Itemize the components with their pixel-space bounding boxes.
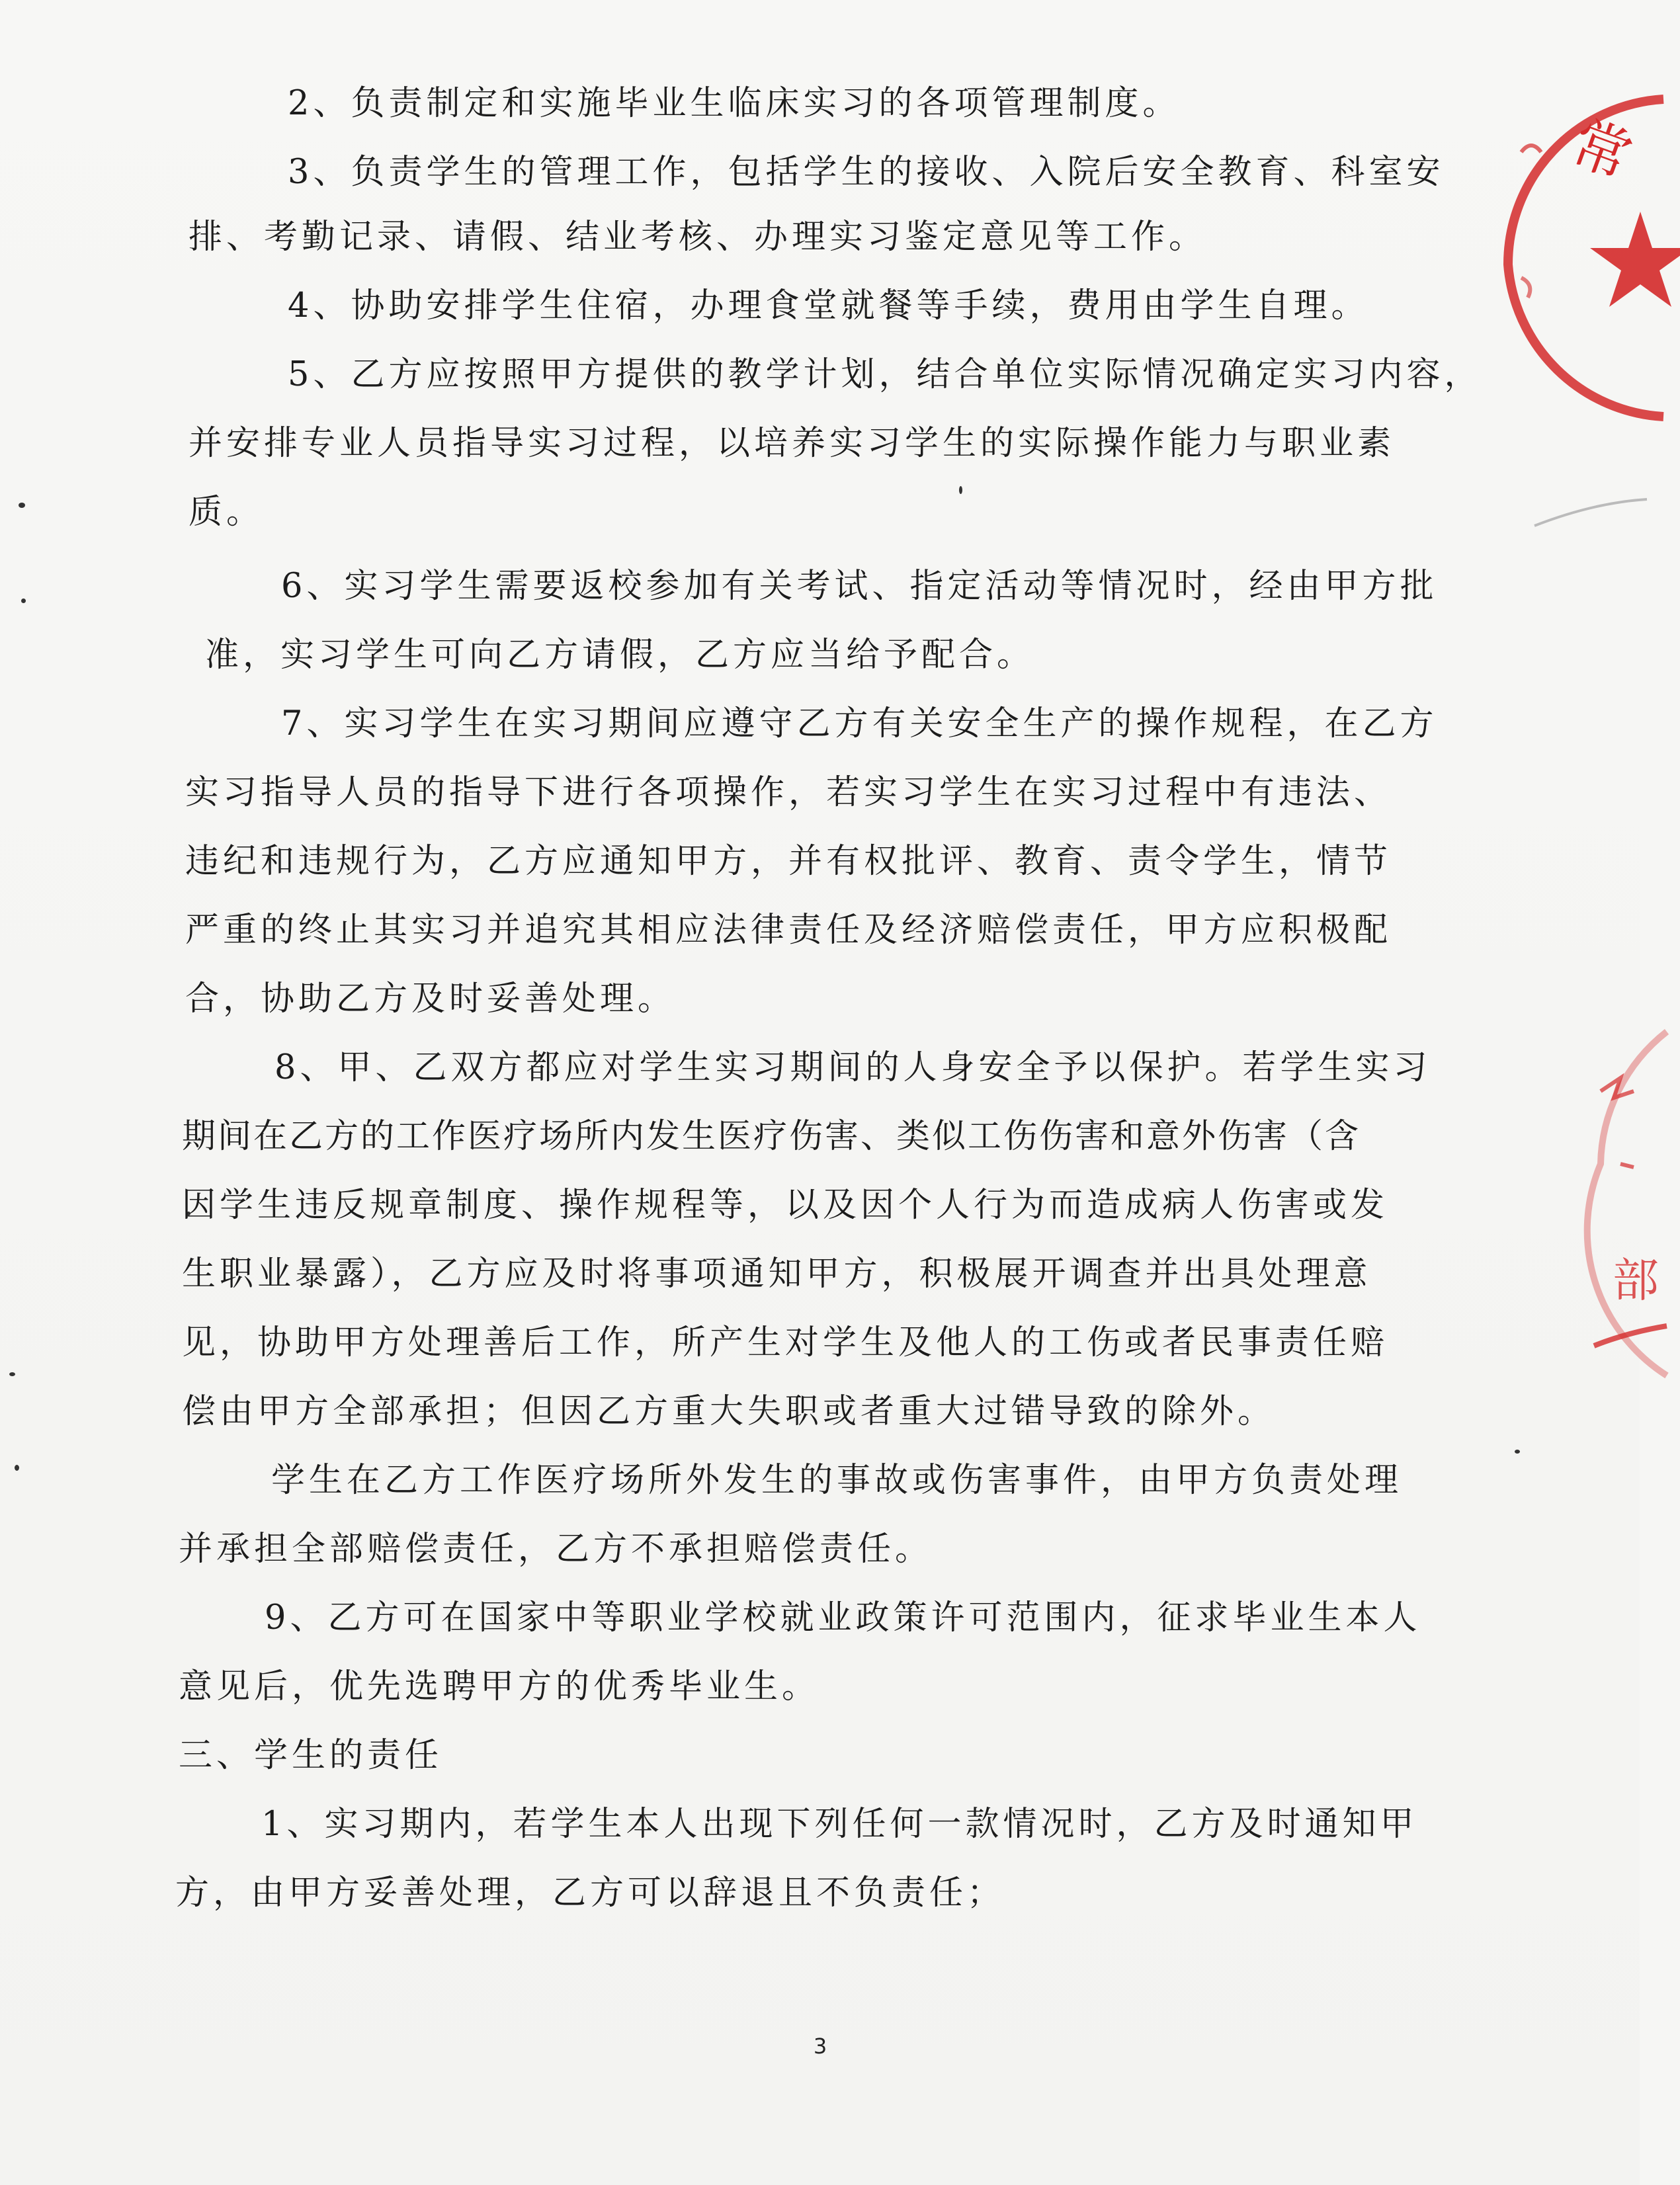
line: 2、负责制定和实施毕业生临床实习的各项管理制度。 (288, 84, 1181, 123)
clause-8-supplement (179, 1446, 1458, 1584)
line: 质。 (189, 493, 265, 532)
line: 偿由甲方全部承担；但因乙方重大失职或者重大过错导致的除外。 (182, 1392, 1276, 1431)
line: 期间在乙方的工作医疗场所内发生医疗伤害、类似工伤伤害和意外伤害（含 (182, 1117, 1361, 1156)
line: 因学生违反规章制度、操作规程等，以及因个人行为而造成病人伤害或发 (182, 1186, 1389, 1225)
line: 9、乙方可在国家中等职业学校就业政策许可范围内，征求毕业生本人 (265, 1598, 1421, 1637)
line: 学生在乙方工作医疗场所外发生的事故或伤害事件，由甲方负责处理 (271, 1461, 1403, 1500)
section-heading-student-responsibility: 三、学生的责任 (179, 1736, 443, 1775)
speck (9, 1372, 15, 1376)
clause-5 (189, 341, 1482, 547)
line: 严重的终止其实习并追究其相应法律责任及经济赔偿责任，甲方应积极配 (185, 911, 1392, 950)
line: 排、考勤记录、请假、结业考核、办理实习鉴定意见等工作。 (189, 218, 1207, 257)
line: 见，协助甲方处理善后工作，所产生对学生及他人的工伤或者民事责任赔 (182, 1323, 1389, 1362)
student-clause-1 (175, 1790, 1458, 1928)
line: 准，实习学生可向乙方请假，乙方应当给予配合。 (205, 636, 1035, 675)
seal-star-icon (1590, 212, 1680, 307)
clause-7 (185, 690, 1458, 1034)
line: 并安排专业人员指导实习过程，以培养实习学生的实际操作能力与职业素 (189, 424, 1396, 463)
speck (21, 598, 26, 603)
edge-mark (1534, 496, 1647, 536)
line: 6、实习学生需要返校参加有关考试、指定活动等情况时，经由甲方批 (281, 567, 1438, 606)
line: 3、负责学生的管理工作，包括学生的接收、入院后安全教育、科室安 (288, 153, 1445, 192)
speck (1515, 1450, 1520, 1454)
red-seal-top (1482, 79, 1680, 423)
line: 生职业暴露），乙方应及时将事项通知甲方，积极展开调查并出具处理意 (182, 1255, 1372, 1294)
line: 4、协助安排学生住宿，办理食堂就餐等手续，费用由学生自理。 (288, 286, 1369, 325)
speck (19, 503, 25, 508)
line: 7、实习学生在实习期间应遵守乙方有关安全生产的操作规程，在乙方 (281, 704, 1438, 743)
clause-3 (189, 138, 1458, 272)
line: 1、实习期内，若学生本人出现下列任何一款情况时，乙方及时通知甲 (261, 1805, 1418, 1844)
clause-6 (189, 552, 1458, 690)
line: 8、甲、乙双方都应对学生实习期间的人身安全予以保护。若学生实习 (274, 1048, 1431, 1087)
red-seal-middle (1587, 1032, 1667, 1376)
clause-8 (182, 1034, 1458, 1446)
line: 违纪和违规行为，乙方应通知甲方，并有权批评、教育、责令学生，情节 (185, 842, 1392, 881)
line: 方，由甲方妥善处理，乙方可以辞退且不负责任； (175, 1874, 1005, 1913)
line: 5、乙方应按照甲方提供的教学计划，结合单位实际情况确定实习内容， (288, 355, 1482, 394)
page-number: 3 (813, 2034, 827, 2059)
seal-top-char: 常 (1562, 107, 1641, 192)
speck (15, 1465, 19, 1471)
line: 并承担全部赔偿责任，乙方不承担赔偿责任。 (179, 1530, 933, 1569)
line: 意见后，优先选聘甲方的优秀毕业生。 (179, 1667, 820, 1706)
document-body (175, 69, 1482, 1928)
line: 合，协助乙方及时妥善处理。 (185, 979, 676, 1018)
clause-9 (179, 1584, 1458, 1721)
clause-2 (189, 69, 1458, 138)
seal-mid-char: 部 (1613, 1253, 1659, 1307)
clause-4 (189, 272, 1458, 341)
line: 实习指导人员的指导下进行各项操作，若实习学生在实习过程中有违法、 (185, 773, 1392, 812)
